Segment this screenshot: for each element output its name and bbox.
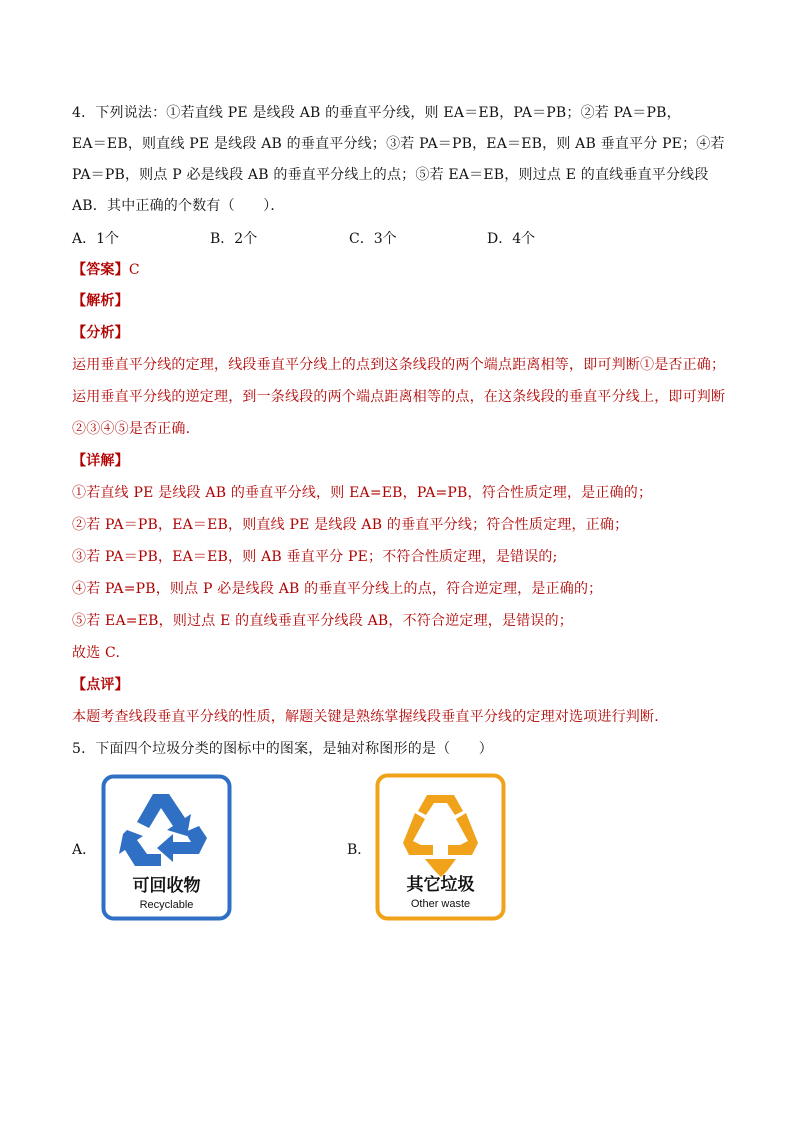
other-waste-icon xyxy=(375,773,506,921)
detail-line-3: ③若 PA＝PB，EA＝EB，则 AB 垂直平分 PE；不符合性质定理，是错误的; xyxy=(72,549,558,565)
dianping-tag: 【点评】 xyxy=(72,677,129,693)
q4-option-b: B．2个 xyxy=(210,231,258,247)
q4-option-d: D．4个 xyxy=(487,231,536,247)
detail-line-1: ①若直线 PE 是线段 AB 的垂直平分线，则 EA=EB，PA=PB，符合性质定理，是正确的； xyxy=(72,485,653,501)
q5-stem: 5．下面四个垃圾分类的图标中的图案，是轴对称图形的是（ ） xyxy=(72,741,493,757)
q5-option-a-label: A． xyxy=(72,842,97,858)
answer-row xyxy=(72,260,140,280)
fenxi-line-1: 运用垂直平分线的定理，线段垂直平分线上的点到这条线段的两个端点距离相等，即可判断①是否正确； xyxy=(72,357,726,373)
detail-line-5: ⑤若 EA=EB，则过点 E 的直线垂直平分线段 AB，不符合逆定理，是错误的； xyxy=(72,613,573,629)
conclusion-line: 故选 C. xyxy=(72,645,121,661)
q4-option-a: A．1个 xyxy=(72,231,120,247)
other-waste-cn-label: 其它垃圾 xyxy=(406,875,475,895)
fenxi-line-3: ②③④⑤是否正确. xyxy=(72,421,191,437)
xiangjie-tag: 【详解】 xyxy=(72,453,129,469)
q4-line-2: EA＝EB，则直线 PE 是线段 AB 的垂直平分线；③若 PA＝PB，EA＝EB，则 AB 垂直平分 PE；④若 xyxy=(72,136,725,152)
answer-tag: 【答案】 xyxy=(72,262,129,278)
detail-line-4: ④若 PA=PB，则点 P 必是线段 AB 的垂直平分线上的点，符合逆定理，是正确的； xyxy=(72,581,603,597)
fenxi-tag: 【分析】 xyxy=(72,325,129,341)
q4-line-3: PA＝PB，则点 P 必是线段 AB 的垂直平分线上的点；⑤若 EA＝EB，则过点 E 的直线垂直平分线段 xyxy=(72,167,709,183)
q4-line-1: 4．下列说法：①若直线 PE 是线段 AB 的垂直平分线，则 EA＝EB，PA＝PB；②若 PA＝PB， xyxy=(72,105,681,121)
other-waste-sign xyxy=(375,773,506,921)
recycle-en-label: Recyclable xyxy=(139,899,194,911)
fenxi-line-2: 运用垂直平分线的逆定理，到一条线段的两个端点距离相等的点，在这条线段的垂直平分线上，即可判断 xyxy=(72,389,726,405)
recycle-cn-label: 可回收物 xyxy=(132,876,201,896)
jiexi-tag: 【解析】 xyxy=(72,293,129,309)
recycle-bin-sign xyxy=(101,774,232,921)
q4-option-c: C．3个 xyxy=(349,231,397,247)
recycle-icon xyxy=(101,774,232,921)
other-waste-en-label: Other waste xyxy=(410,898,471,910)
q5-option-b-label: B． xyxy=(347,842,372,858)
answer-value: C xyxy=(128,262,140,278)
detail-line-2: ②若 PA＝PB，EA＝EB，则直线 PE 是线段 AB 的垂直平分线；符合性质定理，正确； xyxy=(72,517,629,533)
dianping-line: 本题考查线段垂直平分线的性质，解题关键是熟练掌握线段垂直平分线的定理对选项进行判断. xyxy=(72,709,659,725)
q4-line-4: AB．其中正确的个数有（ ）． xyxy=(72,198,285,214)
